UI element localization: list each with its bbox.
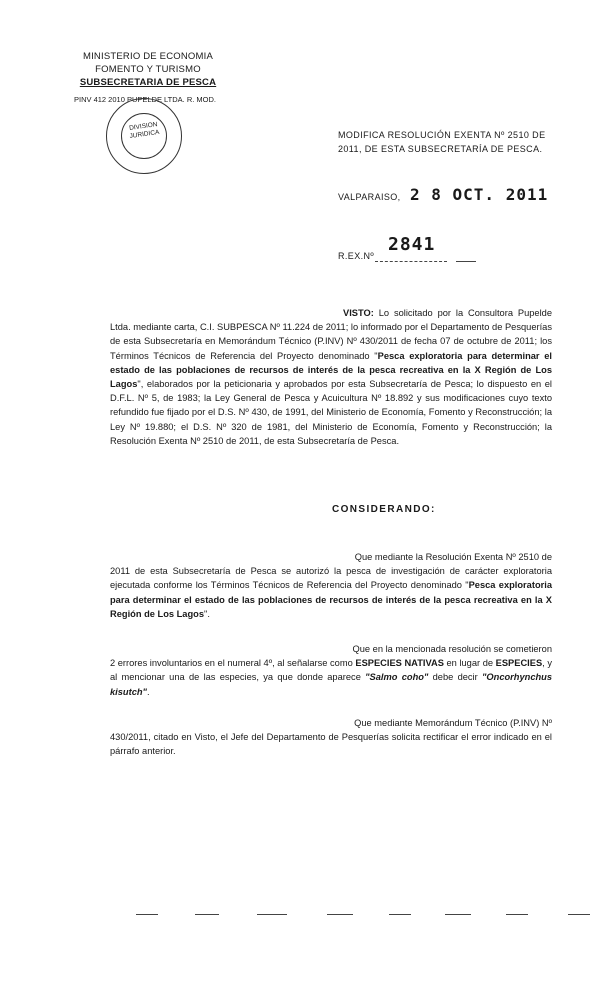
- resolution-underline: [375, 261, 447, 262]
- resolution-underline-tail: [456, 261, 476, 262]
- resolution-label: R.EX.Nº: [338, 251, 375, 261]
- paragraph-2-lead: Que en la mencionada resolución se cometieron: [352, 644, 552, 654]
- footer-dash-5: [389, 914, 411, 915]
- especies: ESPECIES: [495, 658, 543, 669]
- reference-code: PINV 412 2010 PUPELDE LTDA. R. MOD.: [74, 95, 216, 104]
- visto-project-title: Pesca exploratoria para determinar el estado de las poblaciones de recursos de interés de la pesca recreativa en la X Región de Los Lagos: [110, 350, 553, 390]
- footer-dash-3: [257, 914, 287, 915]
- oncorhynchus-kisutch: "Oncorhynchus kisutch": [110, 672, 553, 697]
- ministry-line-1: MINISTERIO DE ECONOMIA: [82, 51, 214, 62]
- especies-nativas: ESPECIES NATIVAS: [355, 658, 444, 669]
- considerando-paragraph-1: [110, 550, 552, 621]
- subsecretaria-line: SUBSECRETARIA DE PESCA: [79, 77, 217, 88]
- paragraph-1-project-title: Pesca exploratoria para determinar el estado de las poblaciones de recursos de interés de la pesca recreativa en la X Región de Los Lagos: [110, 580, 552, 619]
- considerando-paragraph-3: [110, 716, 552, 759]
- subject-block: [338, 128, 558, 156]
- subject-line-2: 2011, DE ESTA SUBSECRETARÍA DE PESCA.: [338, 144, 543, 154]
- visto-label: VISTO:: [343, 308, 374, 318]
- considerando-title: CONSIDERANDO:: [332, 504, 436, 515]
- paragraph-2-text-2: en lugar de: [443, 658, 496, 669]
- paragraph-1-lead: Que mediante la Resolución Exenta Nº 2510 de: [354, 552, 552, 562]
- ministry-line-2: FOMENTO Y TURISMO: [95, 64, 201, 75]
- footer-dash-2: [195, 914, 219, 915]
- considerando-paragraph-2: [110, 642, 552, 699]
- paragraph-1-text: 2011 de esta Subsecretaría de Pesca se autorizó la pesca de investigación de carácter exploratoria ejecutada conforme los Términos Técnicos de Referencia del Proyecto denominado ": [110, 566, 552, 591]
- ministry-header: [78, 50, 218, 89]
- visto-text-2: ", elaborados por la peticionaria y aprobados por esta Subsecretaría de Pesca; lo dispuesto en el D.F.L. Nº 5, de 1983; la Ley General de Pesca y Acuicultura Nº 18.892 y sus modificaciones cuyo texto refundido fue fijado por el D.S. Nº 430, de 1991, del Ministerio de Economía, Fomento y Reconstrucción; la Ley Nº 19.880; el D.S. Nº 320 de 1981, del Ministerio de Economía, Fomento y Reconstrucción; la Resolución Exenta Nº 2510 de 2011, de esta Subsecretaría de Pesca.: [110, 379, 552, 446]
- paragraph-2-end: .: [146, 686, 150, 697]
- paragraph-1-end: ".: [204, 608, 210, 619]
- division-juridica-stamp: [106, 98, 182, 174]
- salmo-coho: "Salmo coho": [365, 672, 429, 683]
- footer-dash-6: [445, 914, 471, 915]
- visto-paragraph: [110, 306, 552, 448]
- subject-line-1: MODIFICA RESOLUCIÓN EXENTA Nº 2510 DE: [338, 130, 546, 140]
- date-stamp: 2 8 OCT. 2011: [410, 185, 549, 204]
- visto-text-1: Lo solicitado por la Consultora Pupelde Ltda. mediante carta, C.I. SUBPESCA Nº 11.224 de 2011; lo informado por el Departamento de Pesquerías de esta Subsecretaría en Memorándum Técnico (P.INV) Nº 430/2011 de fecha 07 de octubre de 2011; los Términos Técnicos de Referencia del Proyecto denominado ": [110, 308, 552, 361]
- stamp-text: DIVISION JURIDICA: [128, 121, 160, 141]
- place-label: VALPARAISO,: [338, 192, 401, 202]
- resolution-number: 2841: [388, 234, 436, 255]
- paragraph-2-text-4: debe decir: [428, 672, 482, 683]
- footer-dash-4: [327, 914, 353, 915]
- paragraph-3-text: 430/2011, citado en Visto, el Jefe del Departamento de Pesquerías solicita rectificar el error indicado en el párrafo anterior.: [110, 732, 552, 757]
- paragraph-2-text-3: , y al mencionar una de las especies, ya que donde aparece: [110, 658, 552, 683]
- paragraph-3-lead: Que mediante Memorándum Técnico (P.INV) Nº: [354, 718, 552, 728]
- footer-dash-7: [506, 914, 528, 915]
- paragraph-2-text-1: 2 errores involuntarios en el numeral 4º, al señalarse como: [110, 658, 356, 669]
- footer-dash-8: [568, 914, 590, 915]
- footer-dash-1: [136, 914, 158, 915]
